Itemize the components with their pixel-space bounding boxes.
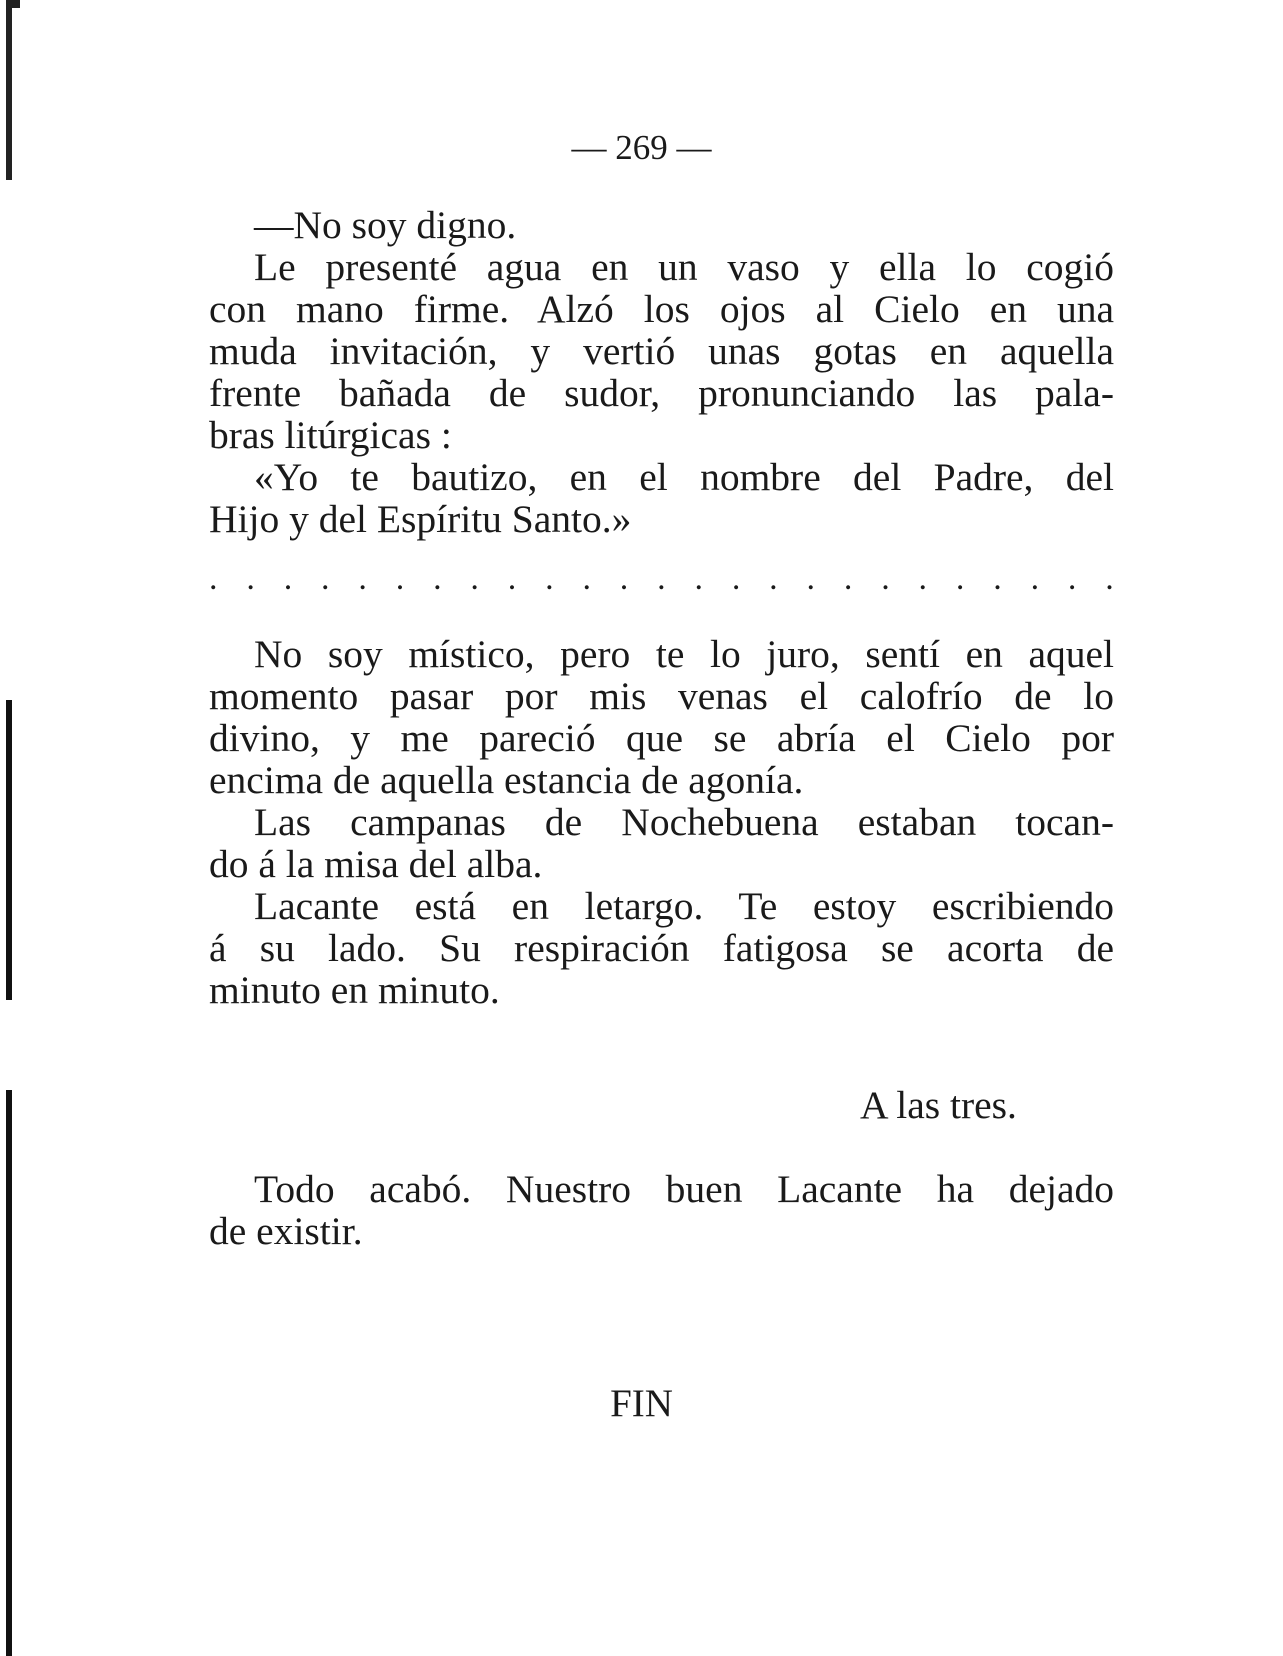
time-heading: A las tres. (860, 1083, 1017, 1127)
text-line: No soy místico, pero te lo juro, sentí en aquel (254, 632, 1114, 676)
ellipsis-dot: . (395, 560, 405, 597)
text-line: Todo acabó. Nuestro buen Lacante ha dejado (254, 1167, 1114, 1211)
text-line: encima de aquella estancia de agonía. (209, 758, 804, 802)
text-line: minuto en minuto. (209, 968, 500, 1012)
ellipsis-dot: . (993, 560, 1002, 597)
text-line: do á la misa del alba. (209, 842, 543, 886)
ellipsis-dot: . (955, 560, 965, 597)
paragraph-dialogue (209, 204, 1114, 540)
ellipsis-dot: . (358, 560, 367, 597)
text-line: de existir. (209, 1209, 363, 1253)
text-line: bras litúrgicas : (209, 413, 452, 457)
paragraph-narration (209, 633, 1114, 1011)
ellipsis-dot: . (731, 560, 741, 597)
ellipsis-dot: . (209, 560, 218, 597)
text-line: momento pasar por mis venas el calofrío de lo (209, 674, 1114, 718)
gutter-corner-mark (6, 0, 20, 8)
ellipsis-dot: . (433, 560, 442, 597)
ellipsis-dot: . (582, 560, 591, 597)
ellipsis-dot: . (1067, 560, 1077, 597)
ellipsis-dot: . (769, 560, 778, 597)
ellipsis-dot: . (470, 560, 479, 597)
ellipsis-dot: . (507, 560, 517, 597)
text-line: frente bañada de sudor, pronunciando las pala- (209, 371, 1114, 415)
ellipsis-separator (209, 560, 1114, 597)
text-line: Le presenté agua en un vaso y ella lo cogió (254, 245, 1114, 289)
ellipsis-dot: . (246, 560, 255, 597)
ellipsis-dot: . (321, 560, 330, 597)
ellipsis-dot: . (619, 560, 629, 597)
ellipsis-dot: . (694, 560, 703, 597)
text-line: Hijo y del Espíritu Santo.» (209, 497, 632, 541)
text-line: á su lado. Su respiración fatigosa se acorta de (209, 926, 1114, 970)
ellipsis-dot: . (657, 560, 666, 597)
page-number: — 269 — (571, 128, 712, 167)
text-line: muda invitación, y vertió unas gotas en aquella (209, 329, 1114, 373)
ellipsis-dot: . (881, 560, 890, 597)
end-mark: FIN (610, 1382, 673, 1425)
text-line: «Yo te bautizo, en el nombre del Padre, del (254, 455, 1114, 499)
paragraph-ending (209, 1168, 1114, 1252)
ellipsis-dot: . (283, 560, 293, 597)
text-line: divino, y me pareció que se abría el Cielo por (209, 716, 1114, 760)
ellipsis-dot: . (843, 560, 853, 597)
text-line: Las campanas de Nochebuena estaban tocan- (254, 800, 1114, 844)
ellipsis-dot: . (1105, 560, 1114, 597)
text-line: Lacante está en letargo. Te estoy escribiendo (254, 884, 1114, 928)
ellipsis-dot: . (1030, 560, 1040, 597)
text-line: —No soy digno. (254, 203, 517, 247)
ellipsis-dot: . (806, 560, 815, 597)
ellipsis-dot: . (918, 560, 928, 597)
ellipsis-dot: . (545, 560, 554, 597)
text-line: con mano firme. Alzó los ojos al Cielo en una (209, 287, 1114, 331)
